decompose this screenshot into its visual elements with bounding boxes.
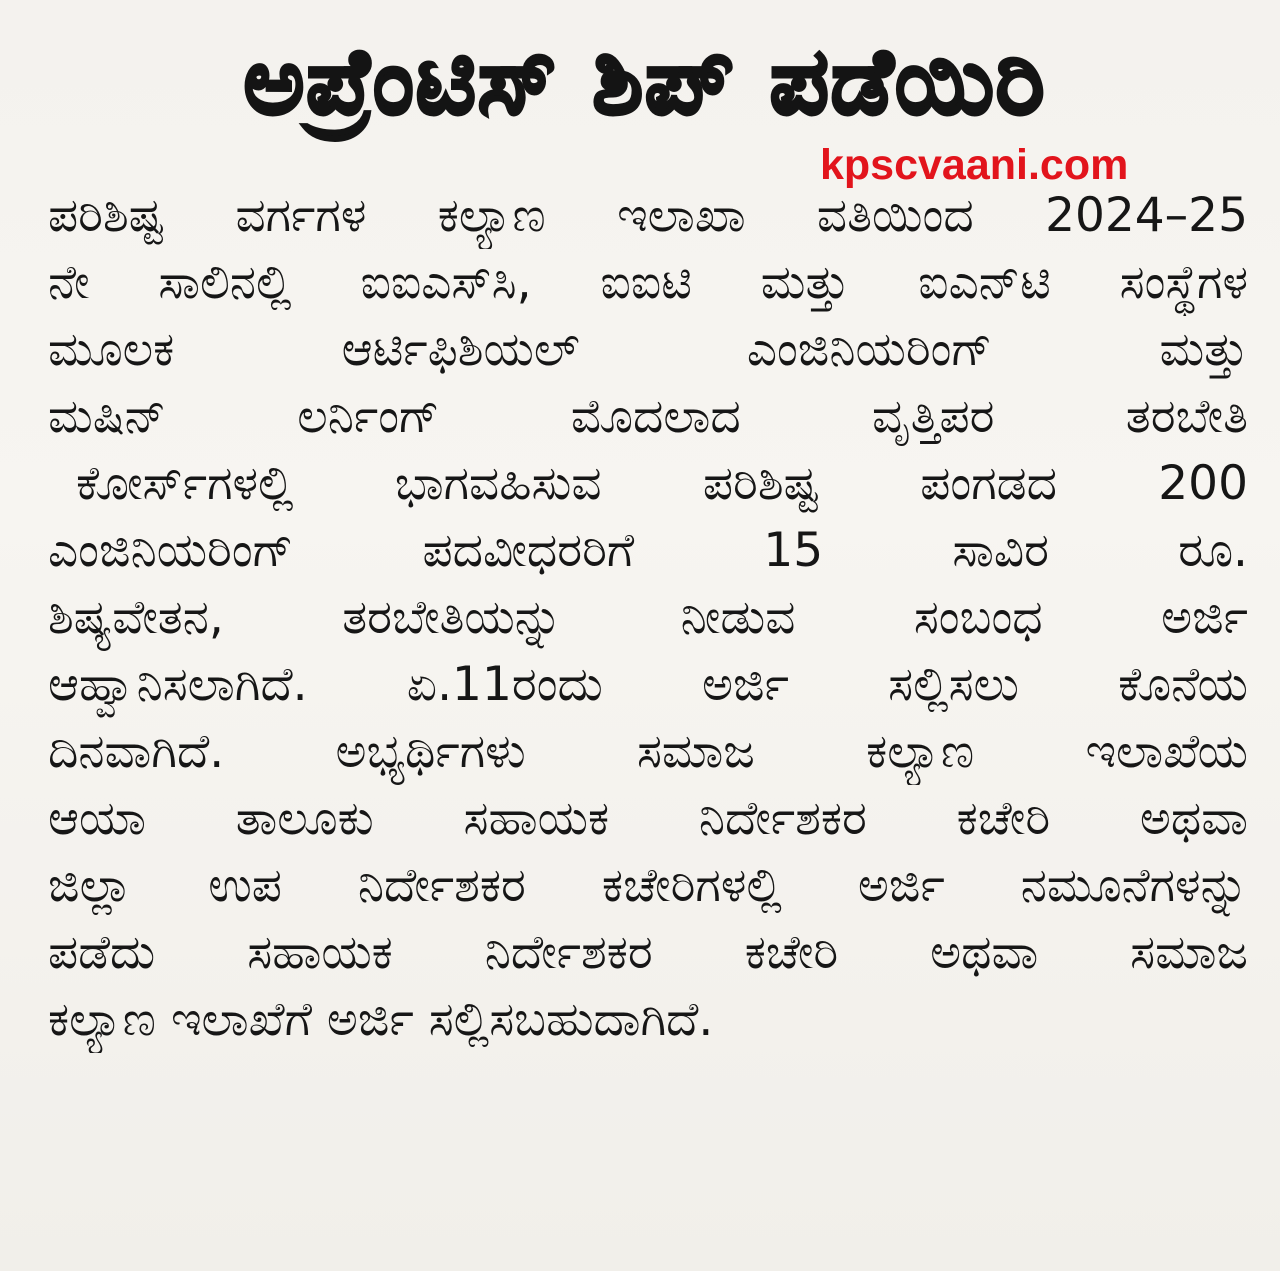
headline: ಅಪ್ರೆಂಟಿಸ್ ಶಿಪ್ ಪಡೆಯಿರಿ [243,28,1047,135]
article-line: ಮಷಿನ್ ಲರ್ನಿಂಗ್ ಮೊದಲಾದ ವೃತ್ತಿಪರ ತರಬೇತಿ [48,389,1248,444]
article-line: ನೇ ಸಾಲಿನಲ್ಲಿ ಐಐಎಸ್‌ಸಿ, ಐಐಟಿ ಮತ್ತು ಐಎನ್‌ಟಿ ಸಂಸ್ಥೆಗಳ [48,255,1248,310]
article-line: ಶಿಷ್ಯವೇತನ, ತರಬೇತಿಯನ್ನು ನೀಡುವ ಸಂಬಂಧ ಅರ್ಜಿ [48,590,1248,645]
article-line: ಪರಿಶಿಷ್ಟ ವರ್ಗಗಳ ಕಲ್ಯಾಣ ಇಲಾಖಾ ವತಿಯಿಂದ 2024–25 [48,188,1248,243]
article-line: ಪಡೆದು ಸಹಾಯಕ ನಿರ್ದೇಶಕರ ಕಚೇರಿ ಅಥವಾ ಸಮಾಜ [48,925,1248,980]
article-line: ಕಲ್ಯಾಣ ಇಲಾಖೆಗೆ ಅರ್ಜಿ ಸಲ್ಲಿಸಬಹುದಾಗಿದೆ. [48,992,714,1047]
article-line: ದಿನವಾಗಿದೆ. ಅಭ್ಯರ್ಥಿಗಳು ಸಮಾಜ ಕಲ್ಯಾಣ ಇಲಾಖೆಯ [48,724,1248,779]
article-line: ಆಹ್ವಾನಿಸಲಾಗಿದೆ. ಏ.11ರಂದು ಅರ್ಜಿ ಸಲ್ಲಿಸಲು ಕೊನೆಯ [48,657,1248,712]
watermark: kpscvaani.com [820,141,1129,189]
article-line: ಕೋರ್ಸ್‌ಗಳಲ್ಲಿ ಭಾಗವಹಿಸುವ ಪರಿಶಿಷ್ಟ ಪಂಗಡದ 200 [76,456,1248,511]
article-line: ಆಯಾ ತಾಲೂಕು ಸಹಾಯಕ ನಿರ್ದೇಶಕರ ಕಚೇರಿ ಅಥವಾ [48,791,1248,846]
article-body [48,182,1248,1053]
article-line: ಜಿಲ್ಲಾ ಉಪ ನಿರ್ದೇಶಕರ ಕಚೇರಿಗಳಲ್ಲಿ ಅರ್ಜಿ ನಮೂನೆಗಳನ್ನು [48,858,1248,913]
article-line: ಮೂಲಕ ಆರ್ಟಿಫಿಶಿಯಲ್ ಎಂಜಿನಿಯರಿಂಗ್ ಮತ್ತು [48,322,1248,377]
article-line: ಎಂಜಿನಿಯರಿಂಗ್ ಪದವೀಧರರಿಗೆ 15 ಸಾವಿರ ರೂ. [48,523,1248,578]
